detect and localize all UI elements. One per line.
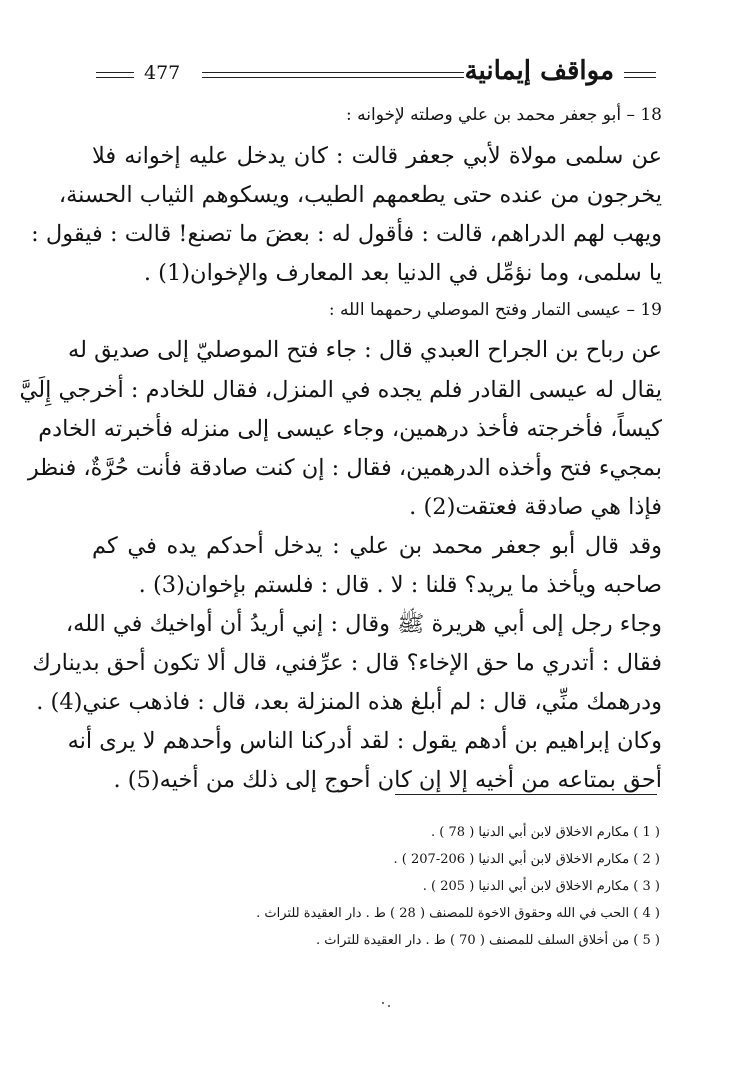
text-line: يا سلمى، وما نؤمِّل في الدنيا بعد المعارف والإخوان(1) . <box>143 260 662 286</box>
footnote-3: ( 3 ) مكارم الاخلاق لابن أبي الدنيا ( 205 ) . <box>422 879 660 894</box>
scan-speck <box>388 1005 390 1007</box>
text-line: يخرجون من عنده حتى يطعمهم الطيب، ويسكوهم الثياب الحسنة، <box>58 182 662 208</box>
text-line: وجاء رجل إلى أبي هريرة ﷺ وقال : إني أريدُ أن أواخيك في الله، <box>65 611 662 637</box>
footnote-2: ( 2 ) مكارم الاخلاق لابن أبي الدنيا ( 206-207 ) . <box>393 852 660 867</box>
footnote-separator <box>395 794 657 795</box>
text-line: وكان إبراهيم بن أدهم يقول : لقد أدركنا الناس وأحدهم لا يرى أنه <box>67 728 662 754</box>
header-rule-right-top <box>624 72 656 73</box>
text-line: أحق بمتاعه من أخيه إلا إن كان أحوج إلى ذلك من أخيه(5) . <box>113 767 662 793</box>
page-number: 477 <box>144 62 181 84</box>
header-rule-left-bottom <box>96 77 134 78</box>
text-line: وقد قال أبو جعفر محمد بن علي : يدخل أحدكم يده في كم <box>92 533 662 559</box>
text-line: عن سلمى مولاة لأبي جعفر قالت : كان يدخل عليه إخوانه فلا <box>92 143 662 169</box>
text-line: فقال : أتدري ما حق الإخاء؟ قال : عرِّفني، قال ألا تكون أحق بدينارك <box>32 650 662 676</box>
header-rule-middle-bottom <box>202 77 464 78</box>
text-line: عن رباح بن الجراح العبدي قال : جاء فتح الموصليّ إلى صديق له <box>68 337 662 363</box>
text-line: كيساً، فأخرجته فأخذ درهمين، وجاء عيسى إلى منزله فأخبرته الخادم <box>38 416 662 442</box>
footnote-5: ( 5 ) من أخلاق السلف للمصنف ( 70 ) ط . دار العقيدة للتراث . <box>316 933 660 948</box>
section-heading-19: 19 – عيسى التمار وفتح الموصلي رحمهما الله : <box>328 300 662 320</box>
running-title: مواقف إيمانية <box>464 56 614 86</box>
section-heading-18: 18 – أبو جعفر محمد بن علي وصلته لإخوانه : <box>346 105 662 125</box>
header-rule-middle-top <box>202 72 464 73</box>
text-line: يقال له عيسى القادر فلم يجده في المنزل، فقال للخادم : أخرجي إِلَيَّ <box>19 377 662 403</box>
text-line: ودرهمك منِّي، قال : لم أبلغ هذه المنزلة بعد، قال : فاذهب عني(4) . <box>36 689 662 715</box>
text-line: بمجيء فتح وأخذه الدرهمين، فقال : إن كنت صادقة فأنت حُرَّةٌ، فنظر <box>27 455 662 481</box>
text-line: صاحبه ويأخذ ما يريد؟ قلنا : لا . قال : فلستم بإخوان(3) . <box>138 572 662 598</box>
text-line: فإذا هي صادقة فعتقت(2) . <box>409 494 662 520</box>
scan-speck <box>382 1002 384 1004</box>
footnote-4: ( 4 ) الحب في الله وحقوق الاخوة للمصنف ( 28 ) ط . دار العقيدة للتراث . <box>256 906 660 921</box>
header-rule-left-top <box>96 72 134 73</box>
running-header <box>96 58 656 92</box>
footnote-1: ( 1 ) مكارم الاخلاق لابن أبي الدنيا ( 78 ) . <box>431 825 660 840</box>
header-rule-right-bottom <box>624 77 656 78</box>
text-line: ويهب لهم الدراهم، قالت : فأقول له : بعضَ ما تصنع! قالت : فيقول : <box>31 221 662 247</box>
